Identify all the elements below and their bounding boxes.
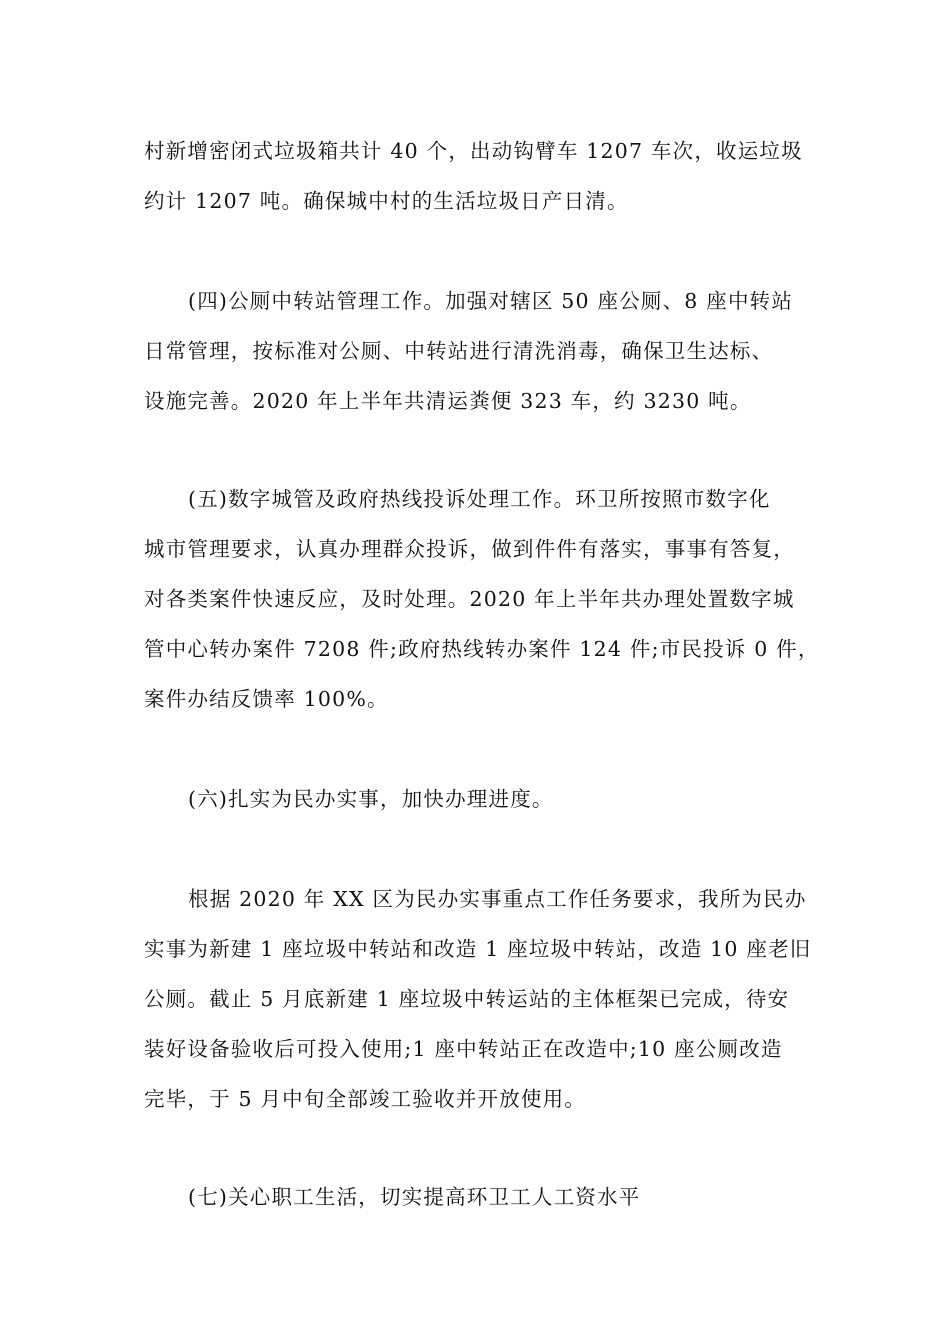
section-5-heading-line: (五)数字城管及政府热线投诉处理工作。环卫所按照市数字化 <box>188 487 771 511</box>
paragraph-3-line-2: 约计 1207 吨。确保城中村的生活垃圾日产日清。 <box>144 189 629 213</box>
section-5-line-3: 对各类案件快速反应，及时处理。2020 年上半年共办理处置数字城 <box>144 587 795 611</box>
section-6-body-line-5: 完毕，于 5 月中旬全部竣工验收并开放使用。 <box>144 1087 586 1111</box>
paragraph-3-line-1: 村新增密闭式垃圾箱共计 40 个，出动钩臂车 1207 车次，收运垃圾 <box>144 139 803 163</box>
section-6-body-line-4: 装好设备验收后可投入使用;1 座中转站正在改造中;10 座公厕改造 <box>144 1037 783 1061</box>
section-6-body-line-2: 实事为新建 1 座垃圾中转站和改造 1 座垃圾中转站，改造 10 座老旧 <box>144 937 812 961</box>
section-5-line-4: 管中心转办案件 7208 件;政府热线转办案件 124 件;市民投诉 0 件， <box>144 637 820 661</box>
section-6-body-line-1: 根据 2020 年 XX 区为民办实事重点工作任务要求，我所为民办 <box>188 887 807 911</box>
section-7-heading: (七)关心职工生活，切实提高环卫工人工资水平 <box>188 1185 641 1209</box>
section-5-line-5: 案件办结反馈率 100%。 <box>144 687 389 711</box>
section-4-heading-line: (四)公厕中转站管理工作。加强对辖区 50 座公厕、8 座中转站 <box>188 289 794 313</box>
section-6-body-line-3: 公厕。截止 5 月底新建 1 座垃圾中转运站的主体框架已完成，待安 <box>144 987 790 1011</box>
section-6-heading: (六)扎实为民办实事，加快办理进度。 <box>188 787 554 811</box>
section-4-line-3: 设施完善。2020 年上半年共清运粪便 323 车，约 3230 吨。 <box>144 389 752 413</box>
section-4-line-2: 日常管理，按标准对公厕、中转站进行清洗消毒，确保卫生达标、 <box>144 339 774 363</box>
section-5-line-2: 城市管理要求，认真办理群众投诉，做到件件有落实，事事有答复， <box>144 537 795 561</box>
